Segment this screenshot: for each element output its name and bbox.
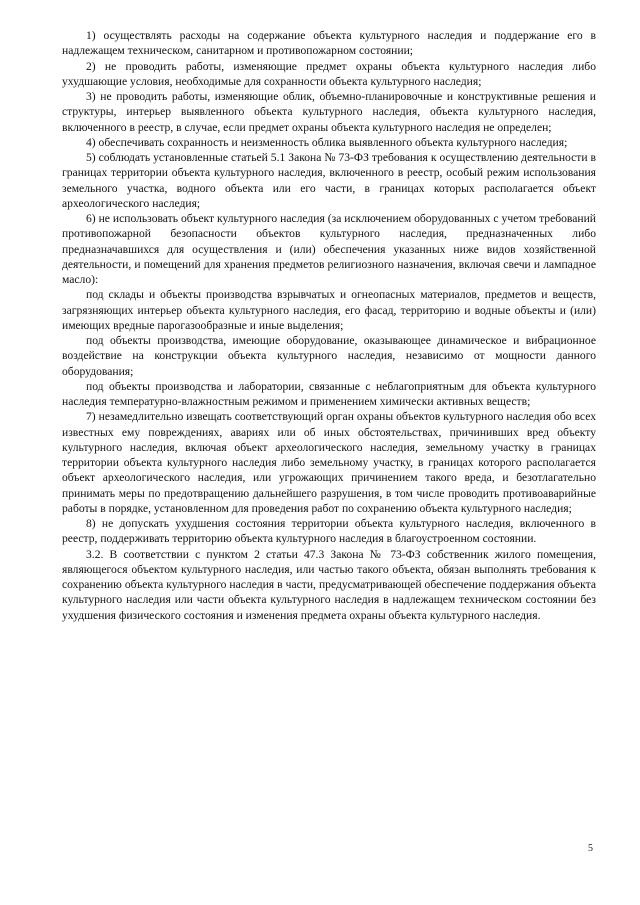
paragraph-item-3: 3) не проводить работы, изменяющие облик, объемно-планировочные и конструктивные решения и структуры, интерьер выявленного объекта культурного наследия, объекта культурного наследия, включенного в реестр, в случае, если предмет охраны объекта культурного наследия не определен; (62, 90, 596, 134)
page-number: 5 (588, 843, 593, 854)
paragraph-item-5: 5) соблюдать установленные статьей 5.1 Закона № 73-ФЗ требования к осуществлению деятельности в границах территории объекта культурного наследия, включенного в реестр, особый режим использования земельного участка, водного объекта или его части, в границах которых располагается объект археологического наследия; (62, 151, 596, 210)
paragraph-item-1: 1) осуществлять расходы на содержание объекта культурного наследия и поддержание его в надлежащем техническом, санитарном и противопожарном состоянии; (62, 29, 596, 58)
paragraph-subitem-warehouses: под склады и объекты производства взрывчатых и огнеопасных материалов, предметов и веществ, загрязняющих интерьер объекта культурного наследия, его фасад, территорию и водные объекты и (или) имеющих вредные парогазообразные и иные выделения; (62, 288, 596, 332)
paragraph-item-2: 2) не проводить работы, изменяющие предмет охраны объекта культурного наследия либо ухудшающие условия, необходимые для сохранности объекта культурного наследия; (62, 59, 596, 88)
paragraph-section-3-2: 3.2. В соответствии с пунктом 2 статьи 47.3 Закона № 73-ФЗ собственник жилого помещения, являющегося объектом культурного наследия, или частью такого объекта, обязан выполнять требования к сохранению объекта культурного наследия в части, предусматривающей обеспечение поддержания объекта культурного наследия или части объекта культурного наследия в надлежащем техническом состоянии без ухудшения физического состояния и изменения предмета охраны объекта культурного наследия. (62, 547, 596, 622)
document-page (62, 28, 596, 623)
paragraph-subitem-production-equipment: под объекты производства, имеющие оборудование, оказывающее динамическое и вибрационное воздействие на конструкции объекта культурного наследия, независимо от мощности данного оборудования; (62, 334, 596, 378)
paragraph-item-6: 6) не использовать объект культурного наследия (за исключением оборудованных с учетом требований противопожарной безопасности объектов культурного наследия, предназначенных либо предназначавшихся для осуществления и (или) обеспечения указанных ниже видов хозяйственной деятельности, и помещений для хранения предметов религиозного назначения, включая свечи и лампадное масло): (62, 212, 596, 286)
paragraph-subitem-laboratories: под объекты производства и лаборатории, связанные с неблагоприятным для объекта культурного наследия температурно-влажностным режимом и применением химически активных веществ; (62, 379, 596, 408)
paragraph-item-7: 7) незамедлительно извещать соответствующий орган охраны объектов культурного наследия обо всех известных ему повреждениях, авариях или об иных обстоятельствах, причинивших вред объекту культурного наследия, включая объект археологического наследия, земельному участку в границах территории объекта культурного наследия либо земельному участку, в границах которого располагается объект археологического наследия, или угрожающих причинением такого вреда, и безотлагательно принимать меры по предотвращению дальнейшего разрушения, в том числе проводить противоаварийные работы в порядке, установленном для проведения работ по сохранению объекта культурного наследия; (62, 410, 596, 515)
paragraph-item-8: 8) не допускать ухудшения состояния территории объекта культурного наследия, включенного в реестр, поддерживать территорию объекта культурного наследия в благоустроенном состоянии. (62, 517, 596, 546)
paragraph-item-4: 4) обеспечивать сохранность и неизменность облика выявленного объекта культурного наследия; (86, 135, 568, 149)
